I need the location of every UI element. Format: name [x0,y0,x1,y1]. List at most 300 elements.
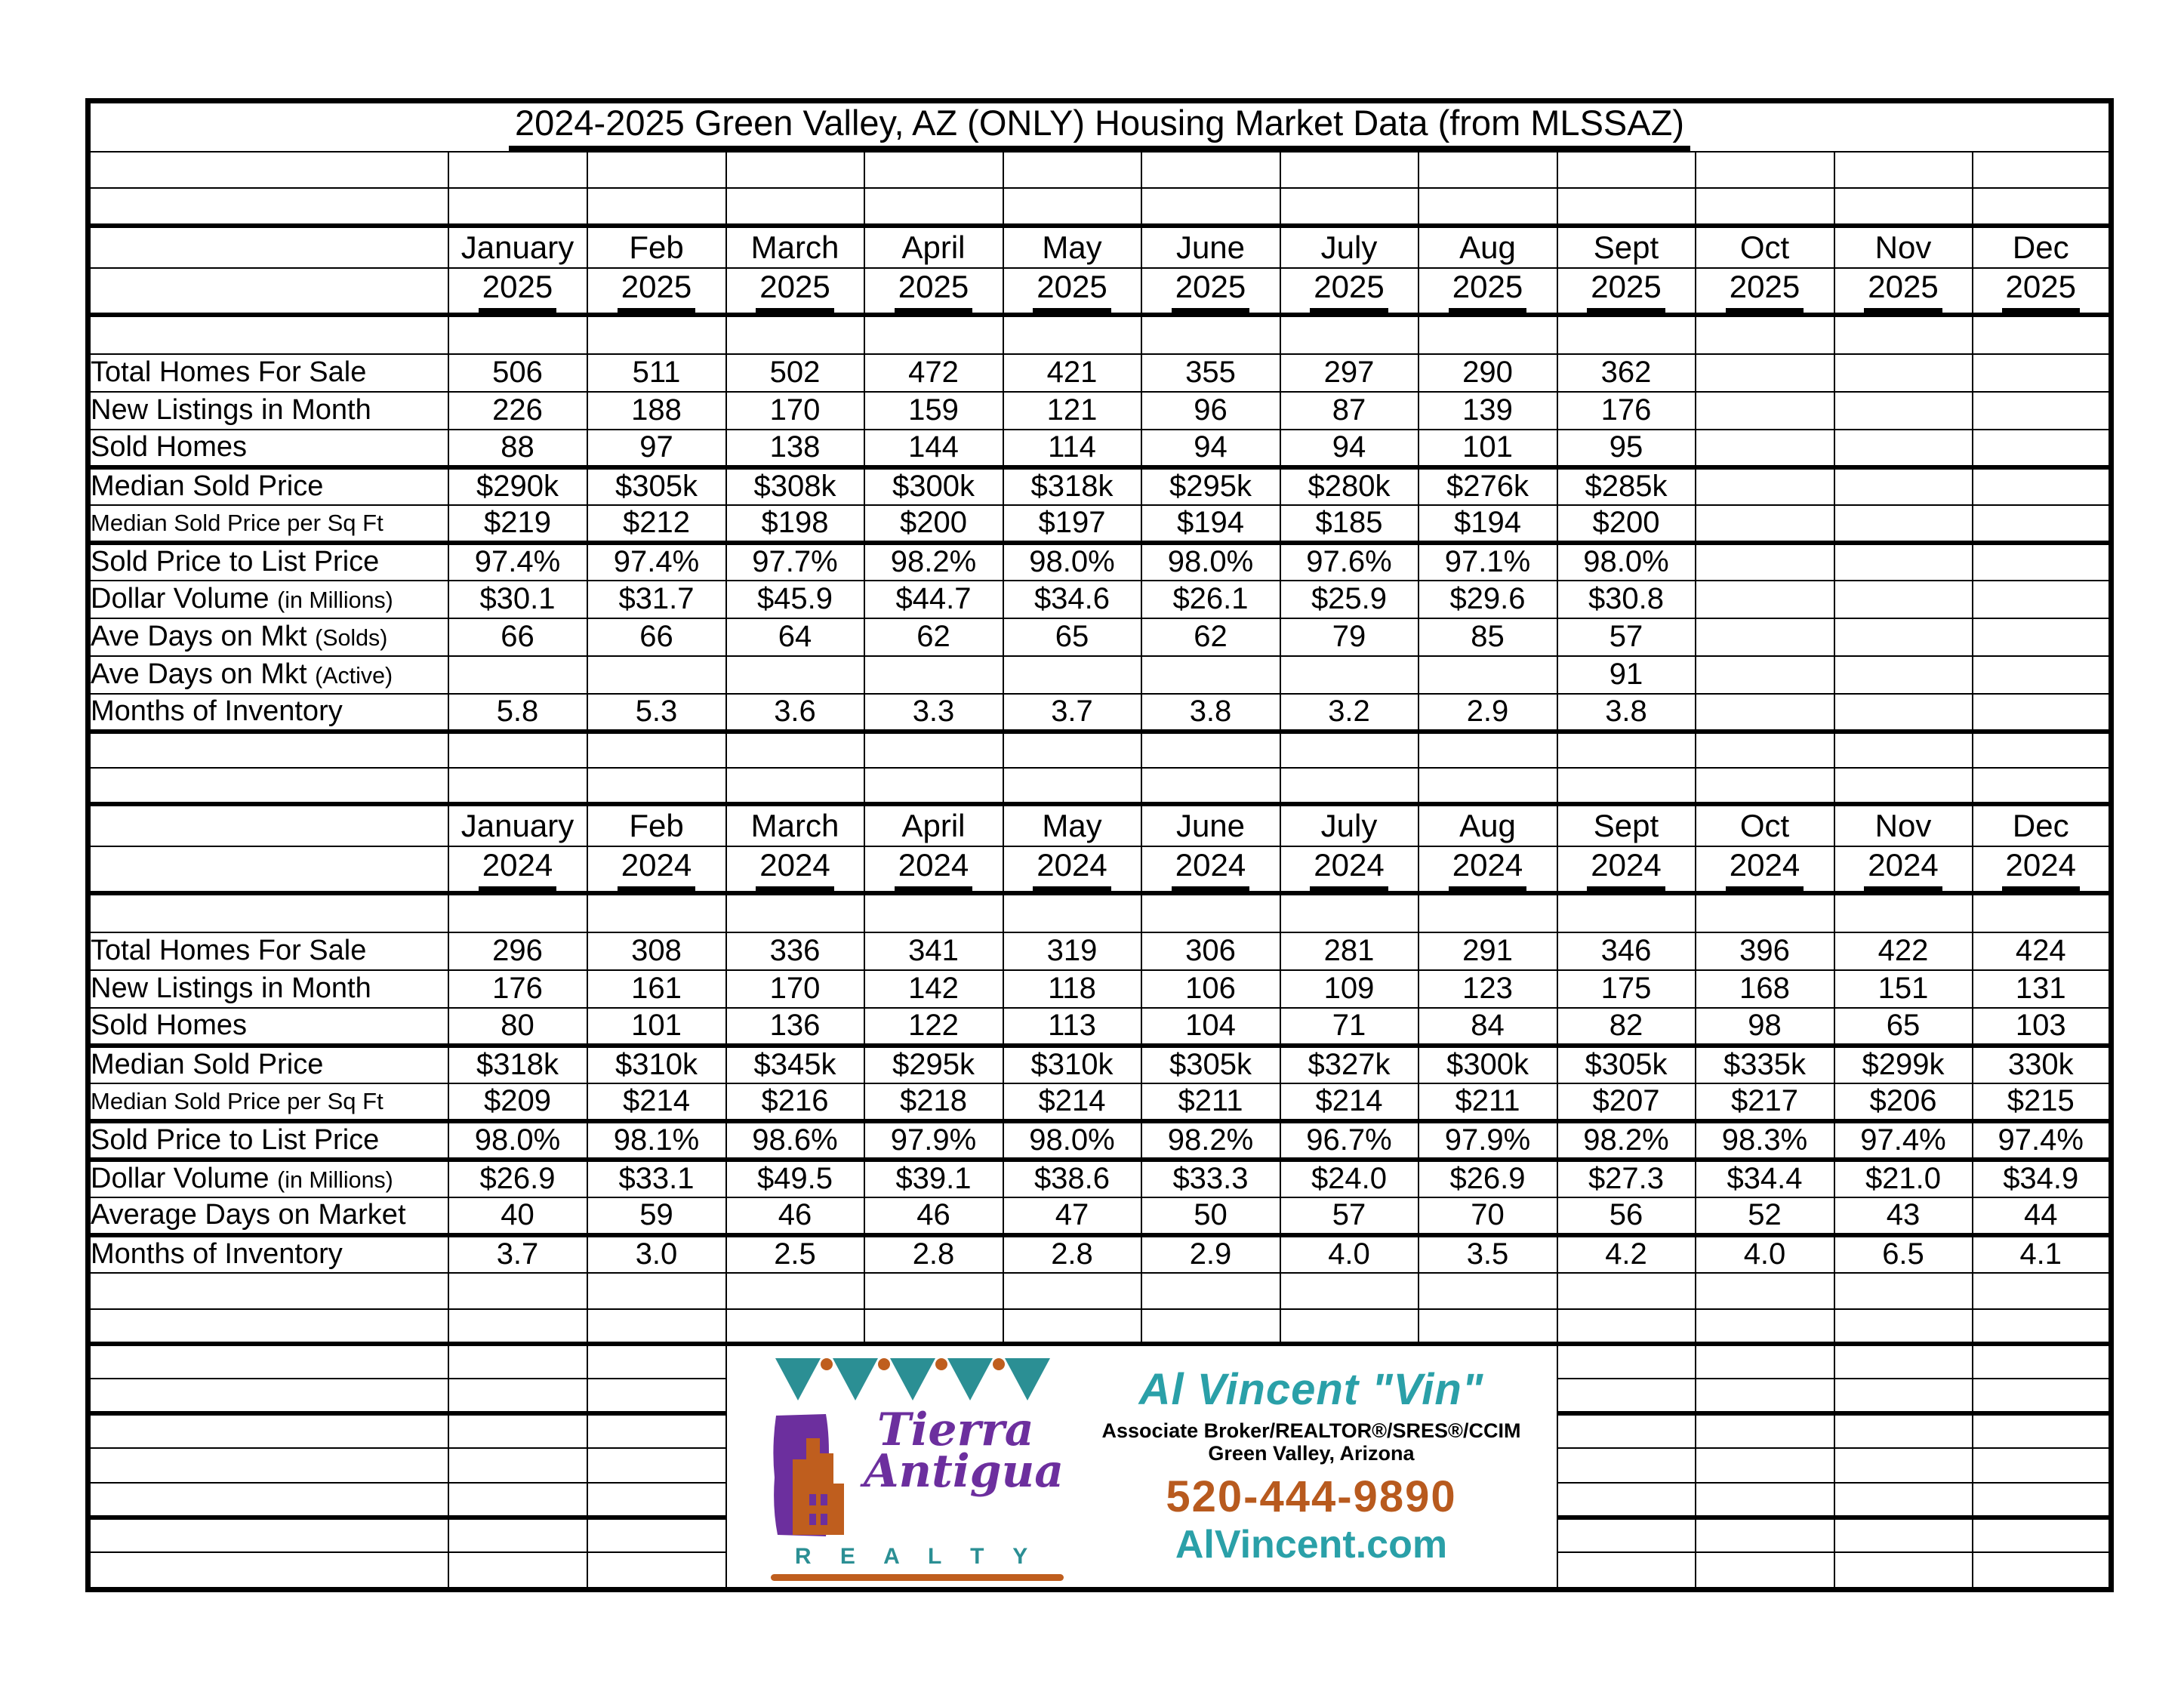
month-label: July [1320,229,1378,265]
row-label: New Listings in Month [91,972,371,1005]
value-cell [1141,467,1280,505]
cell-value: 106 [1185,972,1236,1006]
empty-cell [864,893,1003,932]
year-label: 2024 [1449,847,1526,891]
empty-cell [1003,1273,1141,1309]
empty-cell [1003,768,1141,804]
empty-cell [1280,1309,1419,1344]
value-cell [1696,1197,1834,1235]
cell-value: 4.0 [1328,1237,1370,1271]
value-cell [1834,543,1973,581]
value-cell [864,932,1003,970]
empty-cell [88,226,448,268]
value-cell [1419,581,1557,618]
empty-cell [88,893,448,932]
value-cell [1280,1008,1419,1046]
empty-cell [1003,732,1141,768]
cell-value: 98.2% [1167,1123,1254,1157]
year-label: 2025 [1033,269,1110,313]
value-cell [1419,1046,1557,1083]
cell-value: 98.0% [1029,545,1115,579]
value-cell [1973,1235,2112,1273]
cell-value: $27.3 [1588,1162,1665,1196]
value-cell [726,1197,864,1235]
value-cell [726,970,864,1008]
empty-cell [1973,1552,2112,1590]
empty-cell [1419,732,1557,768]
year-label: 2025 [756,269,833,313]
empty-cell [88,732,448,768]
value-cell [726,581,864,618]
cell-value: $299k [1862,1048,1945,1082]
value-cell [1419,1160,1557,1197]
cell-value: 101 [1462,430,1513,464]
empty-cell [1419,893,1557,932]
value-cell [864,1121,1003,1160]
value-cell [1557,932,1696,970]
cell-value: 296 [492,934,543,968]
cell-value: 98.3% [1721,1123,1808,1157]
month-header-cell [587,226,726,268]
cell-value: 168 [1739,972,1790,1006]
year-label: 2025 [1587,269,1665,313]
month-header-cell [1557,226,1696,268]
cell-value: 511 [632,356,681,390]
month-header-cell [1280,804,1419,846]
empty-cell [448,893,587,932]
value-cell [1419,932,1557,970]
value-cell [448,505,587,543]
cell-value: $38.6 [1033,1162,1110,1196]
empty-cell [1834,1448,1973,1483]
cell-value: $197 [1038,506,1106,540]
value-cell [864,505,1003,543]
empty-cell [1696,732,1834,768]
month-label: April [901,807,966,843]
empty-cell [864,188,1003,226]
empty-cell [726,188,864,226]
empty-cell [1973,732,2112,768]
empty-cell [726,893,864,932]
value-cell [1280,694,1419,732]
month-label: July [1320,807,1378,843]
row-label: Total Homes For Sale [91,356,367,389]
value-cell [1557,1160,1696,1197]
row-label-cell [88,467,448,505]
value-cell [1557,505,1696,543]
empty-cell [88,268,448,315]
year-label: 2024 [1864,847,1942,891]
year-header-cell [1696,268,1834,315]
value-cell [1003,694,1141,732]
empty-cell [1696,1379,1834,1413]
month-header-cell [1973,226,2112,268]
value-cell [1419,392,1557,430]
value-cell [1141,392,1280,430]
row-label-suffix: (Solds) [315,625,388,652]
empty-cell [1834,732,1973,768]
agent-info [1102,1366,1521,1567]
value-cell [1141,932,1280,970]
year-label: 2024 [1033,847,1110,891]
value-cell [1003,1235,1141,1273]
cell-value: 97.4% [1860,1123,1946,1157]
cell-value: $214 [623,1084,690,1118]
empty-cell [1696,1483,1834,1518]
empty-cell [587,1413,726,1448]
value-cell [1419,1197,1557,1235]
value-cell [1696,694,1834,732]
value-cell [448,1008,587,1046]
sheet-title: 2024-2025 Green Valley, AZ (ONLY) Housing Market Data (from MLSSAZ) [509,103,1690,151]
cell-value: 138 [769,430,821,464]
cell-value: 131 [2015,972,2066,1006]
value-cell [1280,467,1419,505]
cell-value: 91 [1609,658,1643,692]
cell-value: $30.8 [1588,582,1665,616]
cell-value: 97.4% [613,545,700,579]
cell-value: 97.7% [752,545,838,579]
row-label-cell [88,656,448,694]
cell-value: $219 [484,506,551,540]
cell-value: 308 [631,934,682,968]
year-label: 2025 [618,269,695,313]
title-cell [88,101,2112,152]
empty-cell [88,315,448,354]
value-cell [1419,656,1557,694]
cell-value: 281 [1323,934,1375,968]
value-cell [1003,354,1141,392]
empty-cell [448,1413,587,1448]
cell-value: 3.6 [774,695,816,729]
empty-cell [1141,152,1280,188]
month-label: April [901,229,966,265]
year-label: 2024 [756,847,833,891]
cell-value: 46 [916,1198,950,1232]
value-cell [864,1083,1003,1121]
value-cell [587,618,726,656]
year-label: 2024 [479,847,556,891]
value-cell [1557,694,1696,732]
cell-value: 506 [492,356,543,390]
empty-cell [864,1309,1003,1344]
empty-cell [587,1483,726,1518]
year-label: 2025 [1172,269,1249,313]
value-cell [1280,1046,1419,1083]
value-cell [1973,1008,2112,1046]
value-cell [587,1008,726,1046]
empty-cell [88,1552,448,1590]
cell-value: 47 [1055,1198,1089,1232]
empty-cell [1003,893,1141,932]
year-header-cell [864,846,1003,893]
value-cell [448,970,587,1008]
value-cell [1141,694,1280,732]
value-cell [726,1083,864,1121]
empty-cell [448,188,587,226]
value-cell [864,392,1003,430]
month-label: Feb [629,807,684,843]
month-header-cell [1696,226,1834,268]
value-cell [1696,392,1834,430]
cell-value: 97.6% [1306,545,1392,579]
empty-cell [1557,1448,1696,1483]
row-label-cell [88,1008,448,1046]
value-cell [1557,467,1696,505]
year-label: 2025 [479,269,556,313]
value-cell [587,581,726,618]
cell-value: 176 [492,972,543,1006]
cell-value: 64 [778,620,812,654]
month-label: March [750,807,839,843]
empty-cell [88,1448,448,1483]
empty-cell [1280,768,1419,804]
cell-value: $310k [1030,1048,1114,1082]
value-cell [864,1046,1003,1083]
year-label: 2024 [1310,847,1388,891]
brand-tierra: Tierra [876,1403,1034,1456]
empty-cell [587,1379,726,1413]
month-header-cell [1557,804,1696,846]
month-label: May [1042,229,1102,265]
cell-value: 97.9% [1444,1123,1531,1157]
empty-cell [1834,1344,1973,1379]
value-cell [1834,618,1973,656]
month-header-cell [1696,804,1834,846]
value-cell [1973,970,2112,1008]
cell-value: 94 [1194,430,1228,464]
month-label: Sept [1593,807,1659,843]
cell-value: 80 [501,1009,534,1043]
cell-value: 98.0% [1167,545,1254,579]
row-label: Months of Inventory [91,695,343,728]
month-label: March [750,229,839,265]
value-cell [1834,1197,1973,1235]
value-cell [448,392,587,430]
cell-value: 291 [1462,934,1513,968]
month-header-cell [448,804,587,846]
empty-cell [587,732,726,768]
cell-value: 98 [1748,1009,1782,1043]
value-cell [1003,1083,1141,1121]
cell-value: 104 [1185,1009,1236,1043]
value-cell [448,430,587,467]
cell-value: $26.1 [1172,582,1249,616]
empty-cell [88,1413,448,1448]
logo-mid [770,1403,1064,1539]
empty-cell [1973,893,2112,932]
empty-cell [1696,1413,1834,1448]
row-label-cell [88,354,448,392]
cell-value: 2.5 [774,1237,816,1271]
value-cell [1280,1197,1419,1235]
year-header-cell [587,268,726,315]
cell-value: $300k [1446,1048,1529,1082]
empty-cell [1557,1273,1696,1309]
value-cell [1973,1160,2112,1197]
value-cell [448,581,587,618]
cell-value: $295k [1169,470,1252,504]
month-header-cell [1141,226,1280,268]
empty-cell [448,1344,587,1379]
empty-cell [1557,315,1696,354]
year-header-cell [448,268,587,315]
empty-cell [1141,1273,1280,1309]
value-cell [1280,543,1419,581]
value-cell [587,392,726,430]
cell-value: 142 [908,972,959,1006]
cell-value: 97 [639,430,673,464]
cell-value: 97.9% [890,1123,977,1157]
value-cell [1280,354,1419,392]
empty-cell [587,893,726,932]
cell-value: $34.4 [1727,1162,1803,1196]
row-label: Total Homes For Sale [91,935,367,967]
value-cell [1141,1083,1280,1121]
cell-value: $327k [1308,1048,1391,1082]
cell-value: 139 [1462,393,1513,427]
value-cell [1141,1121,1280,1160]
cell-value: 65 [1886,1009,1921,1043]
month-header-cell [1419,804,1557,846]
empty-cell [1834,1518,1973,1552]
value-cell [1696,430,1834,467]
cell-value: $345k [753,1048,836,1082]
value-cell [1280,932,1419,970]
cell-value: 2.8 [912,1237,955,1271]
value-cell [1973,1083,2112,1121]
year-header-cell [1419,846,1557,893]
value-cell [864,694,1003,732]
cell-value: 5.8 [496,695,539,729]
month-header-cell [1834,804,1973,846]
value-cell [1696,543,1834,581]
empty-cell [587,188,726,226]
empty-cell [1557,893,1696,932]
month-header-cell [726,226,864,268]
value-cell [1141,618,1280,656]
month-label: Oct [1739,229,1790,265]
cell-value: 319 [1046,934,1098,968]
empty-cell [1557,1552,1696,1590]
value-cell [1557,543,1696,581]
empty-cell [88,1483,448,1518]
empty-cell [1419,188,1557,226]
cell-value: 79 [1332,620,1366,654]
value-cell [587,1197,726,1235]
empty-cell [88,1344,448,1379]
empty-cell [1696,1309,1834,1344]
value-cell [864,581,1003,618]
empty-cell [1141,315,1280,354]
empty-cell [1419,152,1557,188]
empty-cell [448,768,587,804]
value-cell [587,970,726,1008]
value-cell [448,932,587,970]
cell-value: $31.7 [618,582,695,616]
agent-name: Al Vincent "Vin" [1138,1365,1484,1415]
empty-cell [448,1448,587,1483]
empty-cell [1696,768,1834,804]
value-cell [1696,354,1834,392]
logo-triangles-icon [771,1352,1064,1408]
month-header-cell [1003,804,1141,846]
brand-words [863,1403,1064,1499]
year-header-cell [726,268,864,315]
cell-value: 65 [1055,620,1089,654]
empty-cell [1973,1309,2112,1344]
row-label: Dollar Volume [91,1163,270,1195]
empty-cell [587,1552,726,1590]
row-label: Sold Homes [91,431,247,464]
empty-cell [88,188,448,226]
value-cell [726,656,864,694]
value-cell [1696,932,1834,970]
value-cell [726,1121,864,1160]
value-cell [726,543,864,581]
empty-cell [1834,1379,1973,1413]
empty-cell [1003,315,1141,354]
row-label: Dollar Volume [91,583,270,615]
agent-title: Associate Broker/REALTOR®/SRES®/CCIM [1101,1419,1521,1443]
value-cell [1419,618,1557,656]
cell-value: 3.8 [1605,695,1647,729]
value-cell [587,1160,726,1197]
empty-cell [1973,188,2112,226]
cell-value: $25.9 [1311,582,1388,616]
cell-value: 346 [1600,934,1652,968]
cell-value: $305k [1585,1048,1668,1082]
cell-value: $295k [892,1048,975,1082]
row-label-cell [88,543,448,581]
empty-cell [1141,1309,1280,1344]
empty-cell [587,1344,726,1379]
month-label: May [1042,807,1102,843]
cell-value: $276k [1446,470,1529,504]
empty-cell [88,1273,448,1309]
value-cell [448,354,587,392]
row-label-cell [88,1046,448,1083]
value-cell [726,694,864,732]
cell-value: 336 [769,934,821,968]
month-label: June [1175,229,1246,265]
value-cell [1280,581,1419,618]
cell-value: $194 [1454,506,1521,540]
empty-cell [88,846,448,893]
row-label: Months of Inventory [91,1238,343,1271]
empty-cell [1557,1413,1696,1448]
cell-value: 101 [631,1009,682,1043]
value-cell [864,467,1003,505]
value-cell [448,1197,587,1235]
year-label: 2025 [1449,269,1526,313]
value-cell [1696,970,1834,1008]
empty-cell [1973,1413,2112,1448]
value-cell [1557,1197,1696,1235]
cell-value: $211 [1455,1084,1520,1118]
cell-value: 59 [639,1198,673,1232]
value-cell [1973,1121,2112,1160]
year-header-cell [1973,268,2112,315]
cell-value: $335k [1723,1048,1806,1082]
value-cell [1557,392,1696,430]
empty-cell [448,732,587,768]
value-cell [587,694,726,732]
empty-cell [448,315,587,354]
month-label: Nov [1874,807,1932,843]
cell-value: 136 [769,1009,821,1043]
empty-cell [1557,1309,1696,1344]
